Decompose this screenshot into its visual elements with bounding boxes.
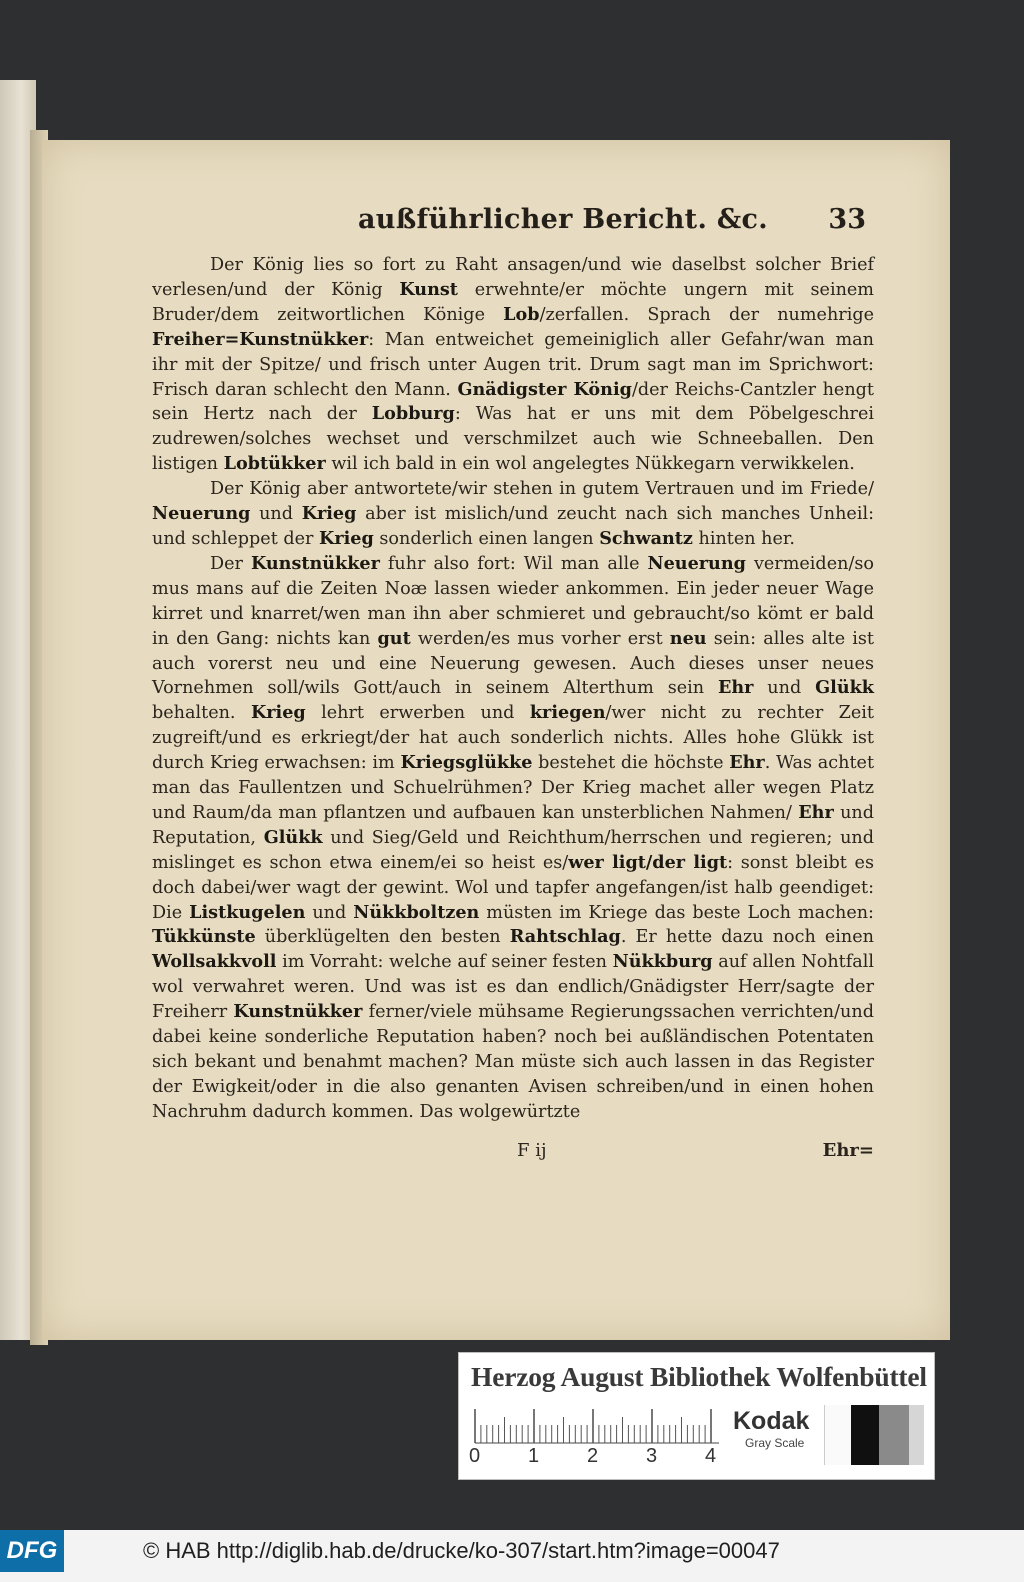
paragraph-1 bbox=[152, 253, 874, 477]
emphasized-term: Glükk bbox=[263, 826, 323, 848]
emphasized-term: Tükkünste bbox=[152, 926, 256, 948]
ruler-label-4: 4 bbox=[705, 1445, 717, 1467]
emphasized-term: Krieg bbox=[250, 702, 306, 724]
text-run: und bbox=[250, 504, 302, 525]
color-target-card bbox=[458, 1352, 935, 1480]
catchword: Ehr= bbox=[822, 1140, 874, 1161]
text-run: : Man entweichet gemeiniglich aller Gefahr/wan man ihr mit der Spitze/ und frisch unter Augen trit. Drum sagt man im Sprichwort: Frisch daran schlecht den Mann. bbox=[152, 329, 874, 400]
emphasized-term: Neuerung bbox=[647, 552, 746, 574]
page-header bbox=[304, 200, 876, 244]
swatch-light-gray bbox=[909, 1405, 924, 1465]
swatch-black bbox=[851, 1405, 879, 1465]
emphasized-term: Krieg bbox=[319, 527, 374, 549]
emphasized-term: Lob bbox=[503, 303, 540, 325]
text-run: Der König lies so fort zu Raht ansagen/und wie daselbst solcher Brief verlesen/und der König bbox=[152, 255, 874, 300]
ruler-label-3: 3 bbox=[646, 1445, 658, 1467]
body-text bbox=[152, 253, 874, 1125]
text-run: aber ist mislich/und zeucht nach sich manches Unheil: und schleppet der bbox=[152, 504, 874, 549]
ruler-label-0: 0 bbox=[469, 1445, 481, 1467]
library-name: Herzog August Bibliothek Wolfenbüttel bbox=[471, 1361, 927, 1392]
emphasized-term: Kunstnükker bbox=[233, 1001, 363, 1023]
text-run: sein: alles alte ist auch vorerst neu und eine Neuerung gewesen. Auch dieses unser neues Vornehmen soll/wils Gott/auch in seinem Alterthum sein bbox=[152, 628, 875, 699]
emphasized-term: kriegen bbox=[529, 702, 606, 724]
paragraph-3 bbox=[152, 552, 874, 1125]
text-run: behalten. bbox=[152, 703, 251, 724]
text-run: müsten im Kriege das beste Loch machen: bbox=[479, 902, 874, 923]
text-run: wil ich bald in ein wol angelegtes Nükkegarn verwikkelen. bbox=[325, 454, 855, 475]
credit-line: © HAB http://diglib.hab.de/drucke/ko-307/start.htm?image=00047 bbox=[143, 1538, 780, 1563]
text-run: erwehnte/er möchte ungern mit seinem Bruder/dem zeitwortlichen Könige bbox=[152, 279, 874, 325]
emphasized-term: Lobburg bbox=[371, 403, 455, 425]
credit-bar bbox=[0, 1530, 1024, 1582]
swatch-white bbox=[824, 1405, 852, 1465]
ruler-labels bbox=[469, 1445, 731, 1471]
text-run: und bbox=[305, 902, 354, 923]
text-run: Der bbox=[210, 553, 251, 574]
text-run: im Vorraht: welche auf seiner festen bbox=[276, 952, 613, 973]
text-run: /zerfallen. Sprach der numehrige bbox=[539, 304, 874, 325]
emphasized-term: Lobtükker bbox=[223, 453, 326, 475]
paragraph-2 bbox=[152, 477, 874, 552]
emphasized-term: Kunst bbox=[399, 278, 458, 300]
text-run: Der König aber antwortete/wir stehen in gutem Vertrauen und im Friede/ bbox=[210, 479, 874, 500]
emphasized-term: Wollsakkvoll bbox=[152, 951, 277, 973]
text-run: /der Reichs-Cantzler hengt sein Hertz nach der bbox=[152, 379, 874, 425]
emphasized-term: neu bbox=[669, 627, 707, 649]
text-run: . Was achtet man das Faullentzen und Schuelrühmen? Der Krieg machet aller wegen Platz und Raum/da man pflantzen und aufbauen kan unsterblichen Nahmen/ bbox=[152, 753, 875, 823]
emphasized-term: Gnädigster König bbox=[457, 378, 632, 400]
text-run: auf allen Nohtfall wol verwahret weren. Und was ist es dan endlich/Gnädigster Herr/sagte der Freiherr bbox=[152, 952, 874, 1023]
text-run: fuhr also fort: Wil man alle bbox=[379, 553, 648, 574]
signature-mark: F ij bbox=[517, 1140, 547, 1161]
text-run: . Er hette dazu noch einen bbox=[620, 927, 874, 948]
emphasized-term: Kriegsglükke bbox=[400, 752, 533, 774]
text-run: und bbox=[753, 678, 816, 699]
emphasized-term: Nükkboltzen bbox=[353, 901, 480, 923]
swatch-gray bbox=[879, 1405, 909, 1465]
emphasized-term: Glükk bbox=[815, 677, 874, 699]
ruler-label-2: 2 bbox=[587, 1445, 599, 1467]
text-run: lehrt erwerben und bbox=[305, 703, 530, 724]
gray-scale-label: Gray Scale bbox=[745, 1436, 805, 1450]
text-run: /wer nicht zu rechter Zeit zugreift/und es erkriegt/der hat auch sonderlich nichts. Alles hohe Glükk ist durch Krieg erwachsen: im bbox=[152, 703, 875, 774]
page-number: 33 bbox=[828, 204, 866, 235]
ruler-ticks bbox=[469, 1403, 731, 1447]
emphasized-term: Listkugelen bbox=[189, 901, 306, 923]
running-head: außführlicher Bericht. &c. bbox=[358, 204, 768, 235]
emphasized-term: Krieg bbox=[301, 503, 357, 525]
text-run: werden/es mus vorher erst bbox=[410, 628, 670, 649]
text-run: hinten her. bbox=[692, 528, 795, 549]
emphasized-term: Ehr bbox=[717, 677, 754, 699]
text-run: sonderlich einen langen bbox=[373, 528, 600, 549]
text-run: überklügelten den besten bbox=[255, 927, 510, 948]
emphasized-term: gut bbox=[377, 627, 411, 649]
ruler-label-1: 1 bbox=[528, 1445, 540, 1467]
emphasized-term: Nükkburg bbox=[612, 951, 713, 973]
gray-scale-swatches bbox=[824, 1405, 924, 1465]
text-run: und Sieg/Geld und Reichthum/herrschen und regieren; und mislinget es schon etwa einem/ei so heist es/ bbox=[152, 827, 874, 873]
dfg-logo: DFG bbox=[0, 1530, 64, 1572]
emphasized-term: Rahtschlag bbox=[509, 926, 621, 948]
book-page bbox=[42, 140, 950, 1340]
text-run: : sonst bleibt es doch dabei/wer wagt der gewint. Wol und tapfer angefangen/ist halb geendiget: Die bbox=[152, 852, 874, 923]
emphasized-term: Ehr bbox=[798, 801, 834, 823]
emphasized-term: Kunstnükker bbox=[250, 552, 380, 574]
emphasized-term: wer ligt/der ligt bbox=[568, 851, 728, 873]
scale-ruler bbox=[469, 1403, 729, 1473]
emphasized-term: Schwantz bbox=[599, 527, 693, 549]
kodak-logo: Kodak bbox=[733, 1407, 810, 1435]
emphasized-term: Freiher=Kunstnükker bbox=[152, 328, 369, 350]
emphasized-term: Ehr bbox=[729, 752, 765, 774]
text-run: und Reputation, bbox=[152, 802, 875, 848]
page-footer-line bbox=[152, 1140, 874, 1168]
emphasized-term: Neuerung bbox=[152, 503, 251, 525]
text-run: ferner/viele mühsame Regierungssachen verrichten/und dabei keine sonderliche Reputation haben? noch bei außländischen Potentaten sich bekant und benahmt machen? Man müste sich auch lassen in das Register der Ewigkeit/oder in die also genanten Avisen schreiben/und in einen hohen Nachruhm dadurch kommen. Das wolgewürtzte bbox=[152, 1002, 874, 1122]
text-run: bestehet die höchste bbox=[532, 753, 730, 774]
text-run: vermeiden/so mus mans auf die Zeiten Noæ lassen wieder ankommen. Ein jeder neuer Wage kirret und knarret/wen man ihn aber schmieret und gebraucht/so kömt er bald in den Gang: nichts kan bbox=[152, 553, 874, 649]
text-run: : Was hat er uns mit dem Pöbelgeschrei zudrewen/solches wechset und verschmilzet auch wie Schneeballen. Den listigen bbox=[152, 404, 874, 475]
